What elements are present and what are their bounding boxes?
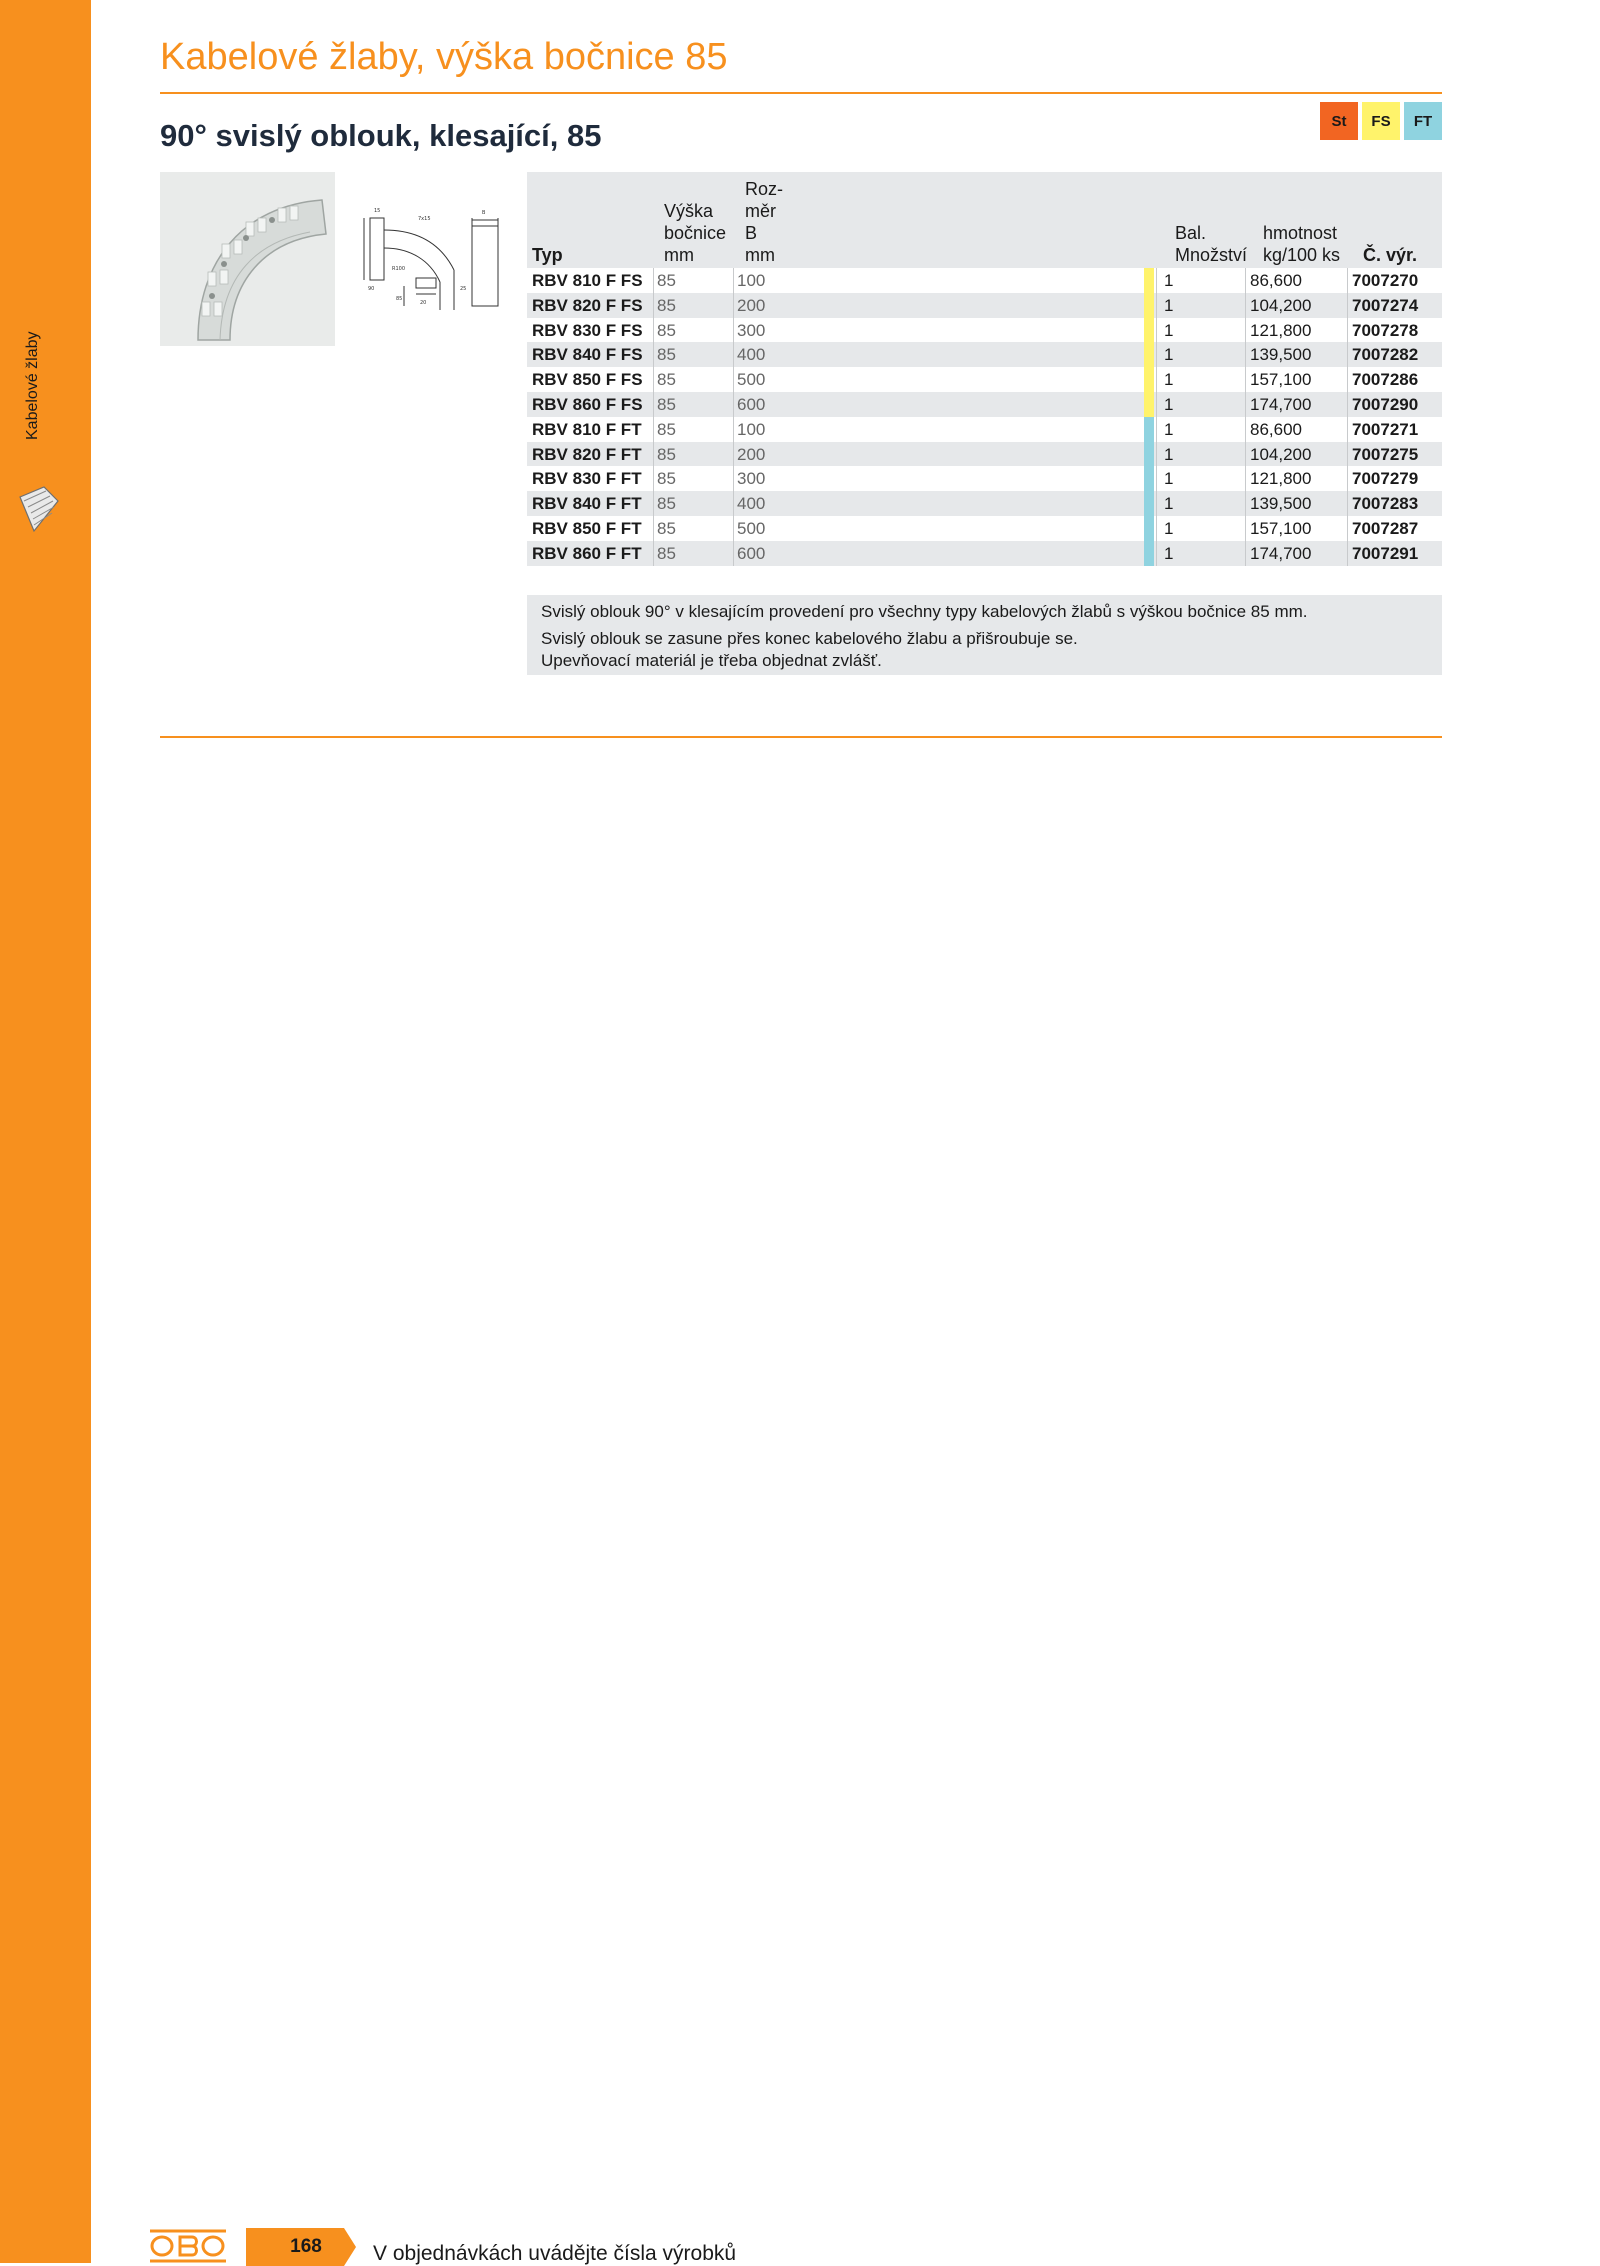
drawing-label-15: 15 (374, 208, 381, 214)
header-vyska-unit: mm (664, 245, 694, 265)
column-separator (653, 466, 654, 491)
column-separator (1347, 318, 1348, 343)
cell-cislo-vyrobku: 7007274 (1352, 295, 1419, 315)
cable-tray-icon (18, 485, 60, 535)
cell-rozmer: 400 (737, 345, 766, 365)
column-separator (1347, 516, 1348, 541)
column-separator (653, 367, 654, 392)
column-separator (1347, 466, 1348, 491)
cell-baleni: 1 (1164, 469, 1174, 489)
cell-typ: RBV 860 F FS (532, 394, 643, 414)
table-row (527, 466, 1442, 491)
section-divider (160, 736, 1442, 738)
cell-cislo-vyrobku: 7007279 (1352, 469, 1419, 489)
header-vyska-1: Výška (664, 201, 714, 221)
column-separator (653, 392, 654, 417)
cell-rozmer: 100 (737, 271, 766, 290)
finish-badge-fs: FS (1362, 102, 1400, 140)
cell-typ: RBV 810 F FT (532, 419, 642, 439)
cell-vyska: 85 (657, 295, 676, 315)
column-separator (1156, 516, 1157, 541)
column-separator (653, 442, 654, 467)
cell-typ: RBV 820 F FT (532, 444, 642, 464)
column-separator (1245, 392, 1246, 417)
cell-hmotnost: 121,800 (1250, 469, 1312, 489)
column-separator (653, 417, 654, 442)
cell-typ: RBV 850 F FS (532, 370, 643, 390)
finish-color-strip (1144, 392, 1154, 417)
cell-typ: RBV 830 F FS (532, 320, 643, 340)
cell-cislo-vyrobku: 7007270 (1352, 271, 1419, 290)
column-separator (733, 516, 734, 541)
cell-rozmer: 200 (737, 444, 766, 464)
column-separator (1156, 392, 1157, 417)
cell-typ: RBV 860 F FT (532, 543, 642, 563)
cell-baleni: 1 (1164, 518, 1174, 538)
column-separator (733, 417, 734, 442)
header-vyska-2: bočnice (664, 223, 727, 243)
column-separator (653, 268, 654, 293)
column-separator (653, 516, 654, 541)
cell-vyska: 85 (657, 494, 676, 514)
table-row (527, 367, 1442, 392)
finish-badge-st: St (1320, 102, 1358, 140)
cell-rozmer: 300 (737, 469, 766, 489)
column-separator (1156, 318, 1157, 343)
cell-rozmer: 400 (737, 494, 766, 514)
cell-hmotnost: 86,600 (1250, 419, 1302, 439)
column-separator (653, 318, 654, 343)
table-header (527, 172, 1442, 268)
column-separator (733, 491, 734, 516)
cell-rozmer: 600 (737, 394, 766, 414)
product-title: 90° svislý oblouk, klesající, 85 (160, 118, 602, 153)
cell-vyska: 85 (657, 345, 676, 365)
cell-hmotnost: 157,100 (1250, 518, 1312, 538)
product-description (527, 595, 1442, 675)
column-separator (1347, 491, 1348, 516)
column-separator (1245, 466, 1246, 491)
finish-color-strip (1144, 268, 1154, 293)
header-typ: Typ (532, 245, 563, 265)
cell-hmotnost: 121,800 (1250, 320, 1312, 340)
drawing-label-radius: R100 (392, 266, 406, 272)
description-line-2: Svislý oblouk se zasune přes konec kabelového žlabu a přišroubuje se. (541, 629, 1078, 648)
cable-tray-bend-image (160, 172, 335, 346)
cell-hmotnost: 174,700 (1250, 394, 1312, 414)
cell-rozmer: 100 (737, 419, 766, 439)
column-separator (733, 318, 734, 343)
header-cislo: Č. výr. (1363, 245, 1418, 265)
cell-typ: RBV 830 F FT (532, 469, 642, 489)
product-photo (160, 172, 335, 346)
header-hmotnost-2: kg/100 ks (1263, 245, 1341, 265)
column-separator (1245, 268, 1246, 293)
page-number: 168 (290, 2236, 322, 2257)
header-bal-1: Bal. (1175, 223, 1207, 243)
drawing-label-b: B (482, 210, 486, 216)
column-separator (1156, 293, 1157, 318)
description-line-3: Upevňovací materiál je třeba objednat zvlášť. (541, 651, 882, 670)
cell-cislo-vyrobku: 7007282 (1352, 345, 1419, 365)
column-separator (733, 268, 734, 293)
cell-typ: RBV 840 F FT (532, 494, 642, 514)
table-row (527, 318, 1442, 343)
column-separator (1347, 417, 1348, 442)
cell-cislo-vyrobku: 7007291 (1352, 543, 1419, 563)
table-row (527, 491, 1442, 516)
finish-color-strip (1144, 442, 1154, 467)
cell-hmotnost: 174,700 (1250, 543, 1312, 563)
column-separator (733, 293, 734, 318)
finish-color-strip (1144, 367, 1154, 392)
cell-hmotnost: 139,500 (1250, 494, 1312, 514)
finish-color-strip (1144, 318, 1154, 343)
technical-drawing (360, 190, 510, 325)
column-separator (1347, 342, 1348, 367)
finish-color-strip (1144, 342, 1154, 367)
cell-typ: RBV 820 F FS (532, 295, 643, 315)
cell-baleni: 1 (1164, 444, 1174, 464)
column-separator (733, 367, 734, 392)
table-row (527, 417, 1442, 442)
table-row (527, 442, 1442, 467)
column-separator (1156, 342, 1157, 367)
footer-note: V objednávkách uvádějte čísla výrobků (373, 2242, 737, 2265)
header-bal-2: Množství (1175, 245, 1248, 265)
column-separator (1156, 268, 1157, 293)
cell-vyska: 85 (657, 394, 676, 414)
column-separator (1347, 293, 1348, 318)
table-row (527, 541, 1442, 566)
cell-vyska: 85 (657, 518, 676, 538)
header-rozmer-1: Roz- (745, 179, 784, 199)
finish-badge-ft: FT (1404, 102, 1442, 140)
table-body (527, 268, 1442, 566)
column-separator (733, 442, 734, 467)
cell-baleni: 1 (1164, 345, 1174, 365)
cell-vyska: 85 (657, 543, 676, 563)
cell-rozmer: 600 (737, 543, 766, 563)
table-row (527, 293, 1442, 318)
column-separator (1347, 541, 1348, 566)
column-separator (733, 466, 734, 491)
product-table (527, 172, 1442, 566)
column-separator (733, 342, 734, 367)
cell-baleni: 1 (1164, 419, 1174, 439)
cell-vyska: 85 (657, 271, 676, 290)
drawing-label-85: 85 (396, 296, 403, 302)
cell-baleni: 1 (1164, 494, 1174, 514)
finish-color-strip (1144, 466, 1154, 491)
cell-typ: RBV 810 F FS (532, 271, 643, 290)
cell-vyska: 85 (657, 419, 676, 439)
header-rozmer-2: měr (745, 201, 776, 221)
column-separator (733, 392, 734, 417)
cell-cislo-vyrobku: 7007278 (1352, 320, 1419, 340)
finish-color-strip (1144, 491, 1154, 516)
column-separator (1156, 541, 1157, 566)
cell-baleni: 1 (1164, 394, 1174, 414)
column-separator (1156, 466, 1157, 491)
column-separator (1347, 367, 1348, 392)
column-separator (1347, 442, 1348, 467)
cell-hmotnost: 86,600 (1250, 271, 1302, 290)
table-row (527, 392, 1442, 417)
column-separator (1347, 392, 1348, 417)
column-separator (1245, 318, 1246, 343)
column-separator (1245, 367, 1246, 392)
column-separator (1245, 417, 1246, 442)
cell-vyska: 85 (657, 469, 676, 489)
table-row (527, 342, 1442, 367)
cell-rozmer: 500 (737, 518, 766, 538)
header-hmotnost-1: hmotnost (1263, 223, 1338, 243)
finish-color-strip (1144, 541, 1154, 566)
cell-cislo-vyrobku: 7007286 (1352, 370, 1419, 390)
cell-vyska: 85 (657, 370, 676, 390)
cell-baleni: 1 (1164, 271, 1174, 290)
cell-rozmer: 300 (737, 320, 766, 340)
column-separator (1245, 442, 1246, 467)
column-separator (1156, 417, 1157, 442)
drawing-label-holes: 7x15 (418, 216, 431, 222)
cell-rozmer: 500 (737, 370, 766, 390)
column-separator (1245, 491, 1246, 516)
description-line-1: Svislý oblouk 90° v klesajícím provedení pro všechny typy kabelových žlabů s výškou bočnice 85 mm. (541, 602, 1308, 621)
cell-hmotnost: 139,500 (1250, 345, 1312, 365)
column-separator (1245, 516, 1246, 541)
table-row (527, 516, 1442, 541)
column-separator (1156, 442, 1157, 467)
page-title: Kabelové žlaby, výška bočnice 85 (160, 36, 728, 78)
column-separator (1347, 268, 1348, 293)
cell-rozmer: 200 (737, 295, 766, 315)
cell-hmotnost: 104,200 (1250, 295, 1312, 315)
cell-baleni: 1 (1164, 320, 1174, 340)
cell-cislo-vyrobku: 7007283 (1352, 494, 1419, 514)
cell-typ: RBV 840 F FS (532, 345, 643, 365)
column-separator (653, 293, 654, 318)
column-separator (653, 491, 654, 516)
table-row (527, 268, 1442, 293)
drawing-label-90: 90 (368, 286, 375, 292)
cell-cislo-vyrobku: 7007275 (1352, 444, 1419, 464)
drawing-label-20: 20 (420, 300, 427, 306)
header-rozmer-3: B (745, 223, 758, 243)
sidebar-section-label: Kabelové žlaby (24, 331, 41, 440)
cell-baleni: 1 (1164, 295, 1174, 315)
finish-color-strip (1144, 417, 1154, 442)
cell-typ: RBV 850 F FT (532, 518, 642, 538)
obo-logo (148, 2228, 228, 2264)
finish-color-strip (1144, 293, 1154, 318)
column-separator (1245, 342, 1246, 367)
cell-hmotnost: 157,100 (1250, 370, 1312, 390)
cell-cislo-vyrobku: 7007290 (1352, 394, 1419, 414)
drawing-label-25: 25 (460, 286, 467, 292)
cell-cislo-vyrobku: 7007287 (1352, 518, 1419, 538)
column-separator (733, 541, 734, 566)
column-separator (1156, 367, 1157, 392)
finish-color-strip (1144, 516, 1154, 541)
column-separator (653, 541, 654, 566)
cell-hmotnost: 104,200 (1250, 444, 1312, 464)
column-separator (653, 342, 654, 367)
column-separator (1245, 541, 1246, 566)
title-divider (160, 92, 1442, 94)
finish-badges (1316, 102, 1442, 140)
column-separator (1156, 491, 1157, 516)
column-separator (1245, 293, 1246, 318)
cell-cislo-vyrobku: 7007271 (1352, 419, 1419, 439)
cell-vyska: 85 (657, 320, 676, 340)
cell-vyska: 85 (657, 444, 676, 464)
header-rozmer-unit: mm (745, 245, 775, 265)
cell-baleni: 1 (1164, 543, 1174, 563)
cell-baleni: 1 (1164, 370, 1174, 390)
